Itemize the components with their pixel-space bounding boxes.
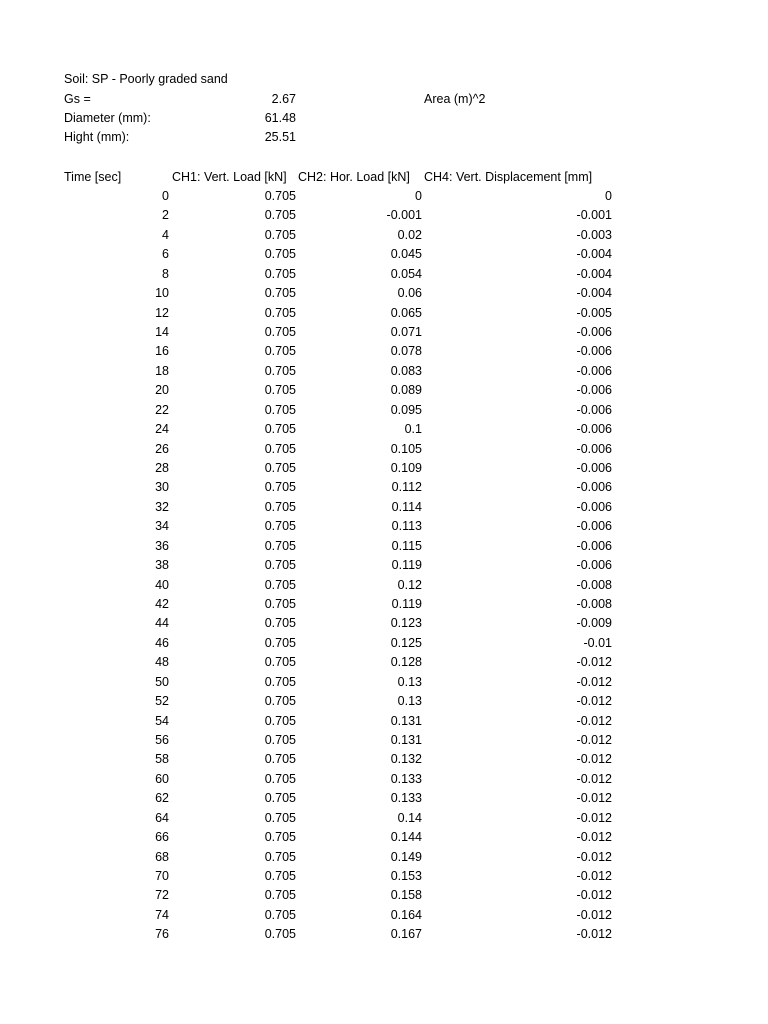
vert-displacement-cell: -0.006 bbox=[576, 422, 612, 436]
vert-load-cell: 0.705 bbox=[264, 500, 296, 514]
vert-displacement-cell: -0.012 bbox=[576, 811, 612, 825]
vert-displacement-cell: -0.012 bbox=[576, 908, 612, 922]
time-cell: 20 bbox=[155, 383, 169, 397]
time-cell: 14 bbox=[155, 325, 169, 339]
hor-load-cell: 0.045 bbox=[390, 247, 422, 261]
vert-displacement-cell: -0.008 bbox=[576, 597, 612, 611]
vert-load-cell: 0.705 bbox=[264, 403, 296, 417]
time-cell: 42 bbox=[155, 597, 169, 611]
vert-displacement-cell: -0.012 bbox=[576, 714, 612, 728]
time-cell: 8 bbox=[162, 267, 169, 281]
header-vert-load: CH1: Vert. Load [kN] bbox=[172, 170, 287, 184]
time-cell: 60 bbox=[155, 772, 169, 786]
time-cell: 26 bbox=[155, 442, 169, 456]
vert-displacement-cell: -0.012 bbox=[576, 830, 612, 844]
vert-load-cell: 0.705 bbox=[264, 616, 296, 630]
vert-displacement-cell: -0.006 bbox=[576, 539, 612, 553]
vert-load-cell: 0.705 bbox=[264, 286, 296, 300]
time-cell: 22 bbox=[155, 403, 169, 417]
time-cell: 24 bbox=[155, 422, 169, 436]
vert-load-cell: 0.705 bbox=[264, 228, 296, 242]
vert-displacement-cell: -0.006 bbox=[576, 558, 612, 572]
vert-displacement-cell: -0.003 bbox=[576, 228, 612, 242]
vert-load-cell: 0.705 bbox=[264, 927, 296, 941]
vert-displacement-cell: -0.008 bbox=[576, 578, 612, 592]
vert-displacement-cell: -0.012 bbox=[576, 752, 612, 766]
vert-load-cell: 0.705 bbox=[264, 519, 296, 533]
hor-load-cell: 0.144 bbox=[390, 830, 422, 844]
vert-displacement-cell: -0.006 bbox=[576, 480, 612, 494]
vert-load-cell: 0.705 bbox=[264, 267, 296, 281]
header-vert-displacement: CH4: Vert. Displacement [mm] bbox=[424, 170, 593, 184]
gs-label: Gs = bbox=[64, 92, 91, 106]
hor-load-cell: 0.1 bbox=[404, 422, 422, 436]
vert-displacement-cell: -0.012 bbox=[576, 850, 612, 864]
hor-load-cell: 0.125 bbox=[390, 636, 422, 650]
vert-load-cell: 0.705 bbox=[264, 189, 296, 203]
time-cell: 54 bbox=[155, 714, 169, 728]
hor-load-cell: 0.14 bbox=[397, 811, 422, 825]
hor-load-cell: 0.089 bbox=[390, 383, 422, 397]
vert-displacement-cell: -0.006 bbox=[576, 519, 612, 533]
time-cell: 74 bbox=[155, 908, 169, 922]
vert-load-cell: 0.705 bbox=[264, 422, 296, 436]
hor-load-cell: 0.12 bbox=[397, 578, 422, 592]
hor-load-cell: 0.132 bbox=[390, 752, 422, 766]
vert-displacement-cell: -0.006 bbox=[576, 403, 612, 417]
vert-load-cell: 0.705 bbox=[264, 908, 296, 922]
vert-displacement-cell: -0.012 bbox=[576, 675, 612, 689]
time-cell: 4 bbox=[162, 228, 169, 242]
time-cell: 16 bbox=[155, 344, 169, 358]
vert-displacement-cell: -0.012 bbox=[576, 772, 612, 786]
time-cell: 46 bbox=[155, 636, 169, 650]
vert-load-cell: 0.705 bbox=[264, 752, 296, 766]
time-cell: 18 bbox=[155, 364, 169, 378]
vert-load-cell: 0.705 bbox=[264, 247, 296, 261]
vert-load-cell: 0.705 bbox=[264, 791, 296, 805]
vert-load-cell: 0.705 bbox=[264, 811, 296, 825]
vert-load-cell: 0.705 bbox=[264, 655, 296, 669]
hor-load-cell: 0.054 bbox=[390, 267, 422, 281]
hor-load-cell: 0.113 bbox=[391, 519, 422, 533]
vert-displacement-cell: -0.012 bbox=[576, 733, 612, 747]
hor-load-cell: 0.123 bbox=[390, 616, 422, 630]
hor-load-cell: 0.158 bbox=[390, 888, 422, 902]
header-hor-load: CH2: Hor. Load [kN] bbox=[298, 170, 410, 184]
vert-load-cell: 0.705 bbox=[264, 636, 296, 650]
hor-load-cell: 0.128 bbox=[390, 655, 422, 669]
vert-load-cell: 0.705 bbox=[264, 364, 296, 378]
vert-load-cell: 0.705 bbox=[264, 539, 296, 553]
hor-load-cell: 0.13 bbox=[397, 675, 422, 689]
hor-load-cell: 0.02 bbox=[397, 228, 422, 242]
vert-load-cell: 0.705 bbox=[264, 480, 296, 494]
vert-load-cell: 0.705 bbox=[264, 344, 296, 358]
vert-displacement-cell: -0.006 bbox=[576, 344, 612, 358]
hor-load-cell: 0.133 bbox=[390, 791, 422, 805]
time-cell: 34 bbox=[155, 519, 169, 533]
time-cell: 68 bbox=[155, 850, 169, 864]
time-cell: 6 bbox=[162, 247, 169, 261]
vert-displacement-cell: -0.009 bbox=[576, 616, 612, 630]
vert-displacement-cell: -0.012 bbox=[576, 655, 612, 669]
vert-load-cell: 0.705 bbox=[264, 597, 296, 611]
time-cell: 10 bbox=[155, 286, 169, 300]
vert-load-cell: 0.705 bbox=[264, 850, 296, 864]
vert-displacement-cell: -0.006 bbox=[576, 325, 612, 339]
hor-load-cell: 0.167 bbox=[390, 927, 422, 941]
vert-load-cell: 0.705 bbox=[264, 558, 296, 572]
vert-displacement-cell: -0.004 bbox=[576, 247, 612, 261]
vert-displacement-cell: -0.01 bbox=[583, 636, 612, 650]
hor-load-cell: 0.133 bbox=[390, 772, 422, 786]
vert-displacement-cell: -0.006 bbox=[576, 364, 612, 378]
time-cell: 32 bbox=[155, 500, 169, 514]
hor-load-cell: 0.095 bbox=[390, 403, 422, 417]
time-cell: 76 bbox=[155, 927, 169, 941]
vert-displacement-cell: -0.012 bbox=[576, 791, 612, 805]
time-cell: 36 bbox=[155, 539, 169, 553]
vert-displacement-cell: -0.005 bbox=[576, 306, 612, 320]
vert-load-cell: 0.705 bbox=[264, 306, 296, 320]
time-cell: 58 bbox=[155, 752, 169, 766]
time-cell: 50 bbox=[155, 675, 169, 689]
hor-load-cell: 0.071 bbox=[390, 325, 422, 339]
vert-load-cell: 0.705 bbox=[264, 888, 296, 902]
time-cell: 62 bbox=[155, 791, 169, 805]
hor-load-cell: 0.131 bbox=[390, 733, 422, 747]
vert-load-cell: 0.705 bbox=[264, 675, 296, 689]
hor-load-cell: 0.109 bbox=[390, 461, 422, 475]
hor-load-cell: 0.131 bbox=[390, 714, 422, 728]
vert-load-cell: 0.705 bbox=[264, 869, 296, 883]
vert-load-cell: 0.705 bbox=[264, 325, 296, 339]
height-value: 25.51 bbox=[264, 130, 296, 144]
vert-load-cell: 0.705 bbox=[264, 733, 296, 747]
hor-load-cell: 0.114 bbox=[391, 500, 422, 514]
vert-displacement-cell: 0 bbox=[605, 189, 612, 203]
vert-displacement-cell: -0.012 bbox=[576, 888, 612, 902]
time-cell: 48 bbox=[155, 655, 169, 669]
hor-load-cell: 0.153 bbox=[390, 869, 422, 883]
vert-displacement-cell: -0.012 bbox=[576, 927, 612, 941]
hor-load-cell: 0.112 bbox=[391, 480, 422, 494]
time-cell: 44 bbox=[155, 616, 169, 630]
gs-value: 2.67 bbox=[271, 92, 296, 106]
vert-load-cell: 0.705 bbox=[264, 383, 296, 397]
hor-load-cell: -0.001 bbox=[386, 208, 422, 222]
vert-load-cell: 0.705 bbox=[264, 772, 296, 786]
time-cell: 52 bbox=[155, 694, 169, 708]
time-cell: 12 bbox=[155, 306, 169, 320]
hor-load-cell: 0.083 bbox=[390, 364, 422, 378]
time-cell: 30 bbox=[155, 480, 169, 494]
hor-load-cell: 0.13 bbox=[397, 694, 422, 708]
vert-displacement-cell: -0.006 bbox=[576, 383, 612, 397]
hor-load-cell: 0.06 bbox=[397, 286, 422, 300]
vert-displacement-cell: -0.006 bbox=[576, 442, 612, 456]
vert-load-cell: 0.705 bbox=[264, 461, 296, 475]
hor-load-cell: 0.105 bbox=[390, 442, 422, 456]
vert-load-cell: 0.705 bbox=[264, 442, 296, 456]
header-time: Time [sec] bbox=[64, 170, 122, 184]
time-cell: 40 bbox=[155, 578, 169, 592]
vert-displacement-cell: -0.004 bbox=[576, 267, 612, 281]
hor-load-cell: 0.065 bbox=[390, 306, 422, 320]
time-cell: 64 bbox=[155, 811, 169, 825]
height-label: Hight (mm): bbox=[64, 130, 130, 144]
vert-displacement-cell: -0.012 bbox=[576, 869, 612, 883]
vert-displacement-cell: -0.012 bbox=[576, 694, 612, 708]
hor-load-cell: 0.119 bbox=[391, 597, 422, 611]
vert-displacement-cell: -0.001 bbox=[576, 208, 612, 222]
time-cell: 70 bbox=[155, 869, 169, 883]
hor-load-cell: 0.078 bbox=[390, 344, 422, 358]
vert-displacement-cell: -0.006 bbox=[576, 461, 612, 475]
time-cell: 38 bbox=[155, 558, 169, 572]
time-cell: 72 bbox=[155, 888, 169, 902]
vert-load-cell: 0.705 bbox=[264, 578, 296, 592]
time-cell: 66 bbox=[155, 830, 169, 844]
hor-load-cell: 0.115 bbox=[391, 539, 422, 553]
vert-load-cell: 0.705 bbox=[264, 208, 296, 222]
time-cell: 0 bbox=[162, 189, 169, 203]
area-label: Area (m)^2 bbox=[424, 92, 486, 106]
time-cell: 56 bbox=[155, 733, 169, 747]
time-cell: 2 bbox=[162, 208, 169, 222]
vert-load-cell: 0.705 bbox=[264, 694, 296, 708]
hor-load-cell: 0.119 bbox=[391, 558, 422, 572]
vert-displacement-cell: -0.004 bbox=[576, 286, 612, 300]
diameter-value: 61.48 bbox=[264, 111, 296, 125]
vert-load-cell: 0.705 bbox=[264, 830, 296, 844]
time-cell: 28 bbox=[155, 461, 169, 475]
hor-load-cell: 0.164 bbox=[390, 908, 422, 922]
diameter-label: Diameter (mm): bbox=[64, 111, 151, 125]
vert-load-cell: 0.705 bbox=[264, 714, 296, 728]
hor-load-cell: 0.149 bbox=[390, 850, 422, 864]
vert-displacement-cell: -0.006 bbox=[576, 500, 612, 514]
hor-load-cell: 0 bbox=[415, 189, 422, 203]
soil-label: Soil: SP - Poorly graded sand bbox=[64, 72, 228, 86]
